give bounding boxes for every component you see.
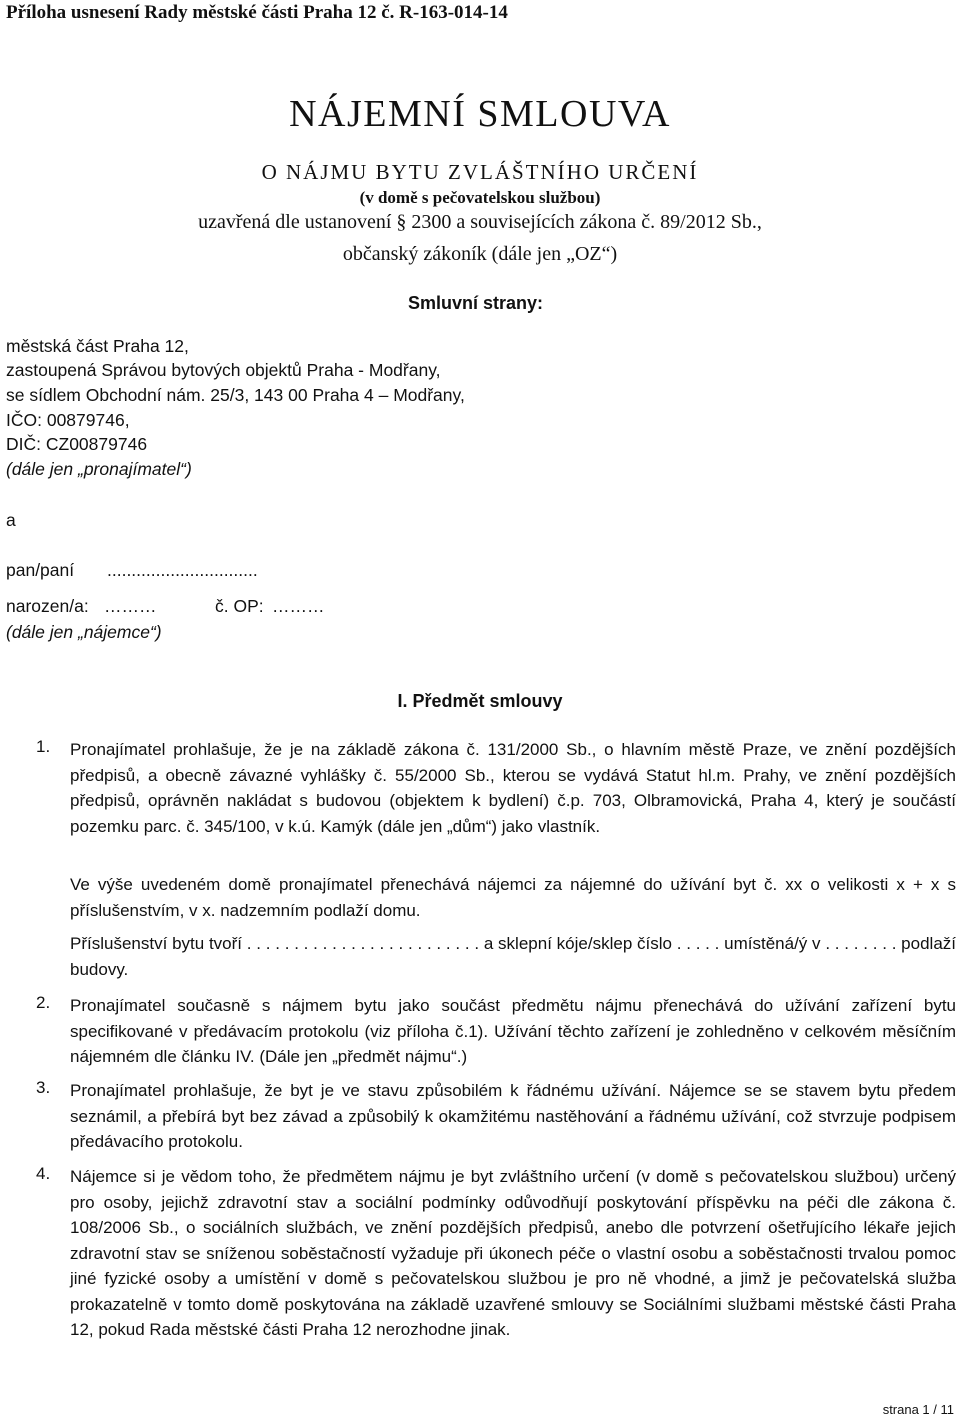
tenant-name-label: pan/paní [6,560,75,580]
document-title: NÁJEMNÍ SMLOUVA [289,93,671,135]
landlord-dic: DIČ: CZ00879746 [6,434,148,454]
tenant-op-field: ……… [272,596,325,616]
legal-basis-line-2: občanský zákoník (dále jen „OZ“) [342,243,618,265]
landlord-ico: IČO: 00879746, [6,410,130,430]
item-number: 3. [36,1078,51,1097]
item-number: 2. [36,993,51,1012]
document-header: Příloha usnesení Rady městské části Praha 12 č. R-163-014-14 [6,2,508,23]
item-number: 4. [36,1164,51,1183]
tenant-name-field: ............................... [107,560,258,580]
legal-basis-line: uzavřená dle ustanovení § 2300 a souvisejících zákona č. 89/2012 Sb., [198,211,762,233]
item-paragraph: Příslušenství bytu tvoří . . . . . . . . . . . . . . . . . . . . . . . . . a sklepní kóje/sklep číslo . . . . . umístěná/ý v . . . . . . . . podlaží budovy. [70,934,956,979]
item-paragraph: Nájemce si je vědom toho, že předmětem nájmu je byt zvláštního určení (v domě s pečovatelskou službou) určený pro osoby, jejichž zdravotní stav a sociální podmínky odůvodňují poskytování příspěvku na péči dle zákona č. 108/2006 Sb., o sociálních službách, ve znění pozdějších předpisů, anebo dle potvrzení ošetřujícího lékaře jejich zdravotní stav se sníženou soběstačností vyžaduje při úkonech péče o vlastní osobu a soběstačnosti trvalou pomoc jiné fyzické osoby a umístění v domě s pečovatelskou službou je pro ně vhodné, a jimž je pečovatelská služba prokazatelně v tomto domě poskytována na základě uzavřené smlouvy se Sociálními službami městské části Praha 12, pokud Rada městské části Praha 12 nerozhodne jinak. [70,1167,956,1339]
page-number: strana 1 / 11 [882,1402,954,1417]
item-paragraph: Ve výše uvedeném domě pronajímatel přenechává nájemci za nájemné do užívání byt č. xx o velikosti x + x s příslušenstvím, v x. nadzemním podlaží domu. [70,875,956,920]
landlord-alias: (dále jen „pronajímatel“) [6,459,192,479]
item-paragraph: Pronajímatel prohlašuje, že byt je ve stavu způsobilém k řádnému užívání. Nájemce se se stavem bytu předem seznámil, a přebírá byt bez závad a způsobilý k okamžitému nastěhování a řádnému užívání, což stvrzuje podpisem předávacího protokolu. [70,1081,956,1151]
parties-heading: Smluvní strany: [408,293,544,313]
tenant-birth-label: narozen/a: [6,596,89,616]
item-paragraph: Pronajímatel současně s nájmem bytu jako součást předmětu nájmu přenechává do užívání zařízení bytu specifikované v předávacím protokolu (viz příloha č.1). Užívání těchto zařízení je zohledněno v celkovém měsíčním nájemném dle článku IV. (Dále jen „předmět nájmu“.) [70,996,956,1066]
landlord-name: městská část Praha 12, [6,336,189,356]
landlord-address: se sídlem Obchodní nám. 25/3, 143 00 Praha 4 – Modřany, [6,385,465,405]
document-subtitle: O NÁJMU BYTU ZVLÁŠTNÍHO URČENÍ [261,160,699,184]
tenant-op-label: č. OP: [215,596,264,616]
item-paragraph: Pronajímatel prohlašuje, že je na základě zákona č. 131/2000 Sb., o hlavním městě Praze, ve znění pozdějších předpisů, a obecně závazné vyhlášky č. 55/2000 Sb., kterou se vydává Statut hl.m. Prahy, ve znění pozdějších předpisů, oprávněn nakládat s budovou (objektem k bydlení) č.p. 703, Olbramovická, Praha 4, který je součástí pozemku parc. č. 345/100, v k.ú. Kamýk (dále jen „dům“) jako vlastník. [70,740,956,836]
document-subtitle-note: (v domě s pečovatelskou službou) [359,188,601,207]
tenant-birth-field: ……… [104,596,157,616]
item-number: 1. [36,737,51,756]
landlord-representation: zastoupená Správou bytových objektů Praha - Modřany, [6,360,441,380]
conjunction-and: a [6,510,16,530]
tenant-alias: (dále jen „nájemce“) [6,622,162,642]
section-heading: I. Předmět smlouvy [397,691,563,711]
